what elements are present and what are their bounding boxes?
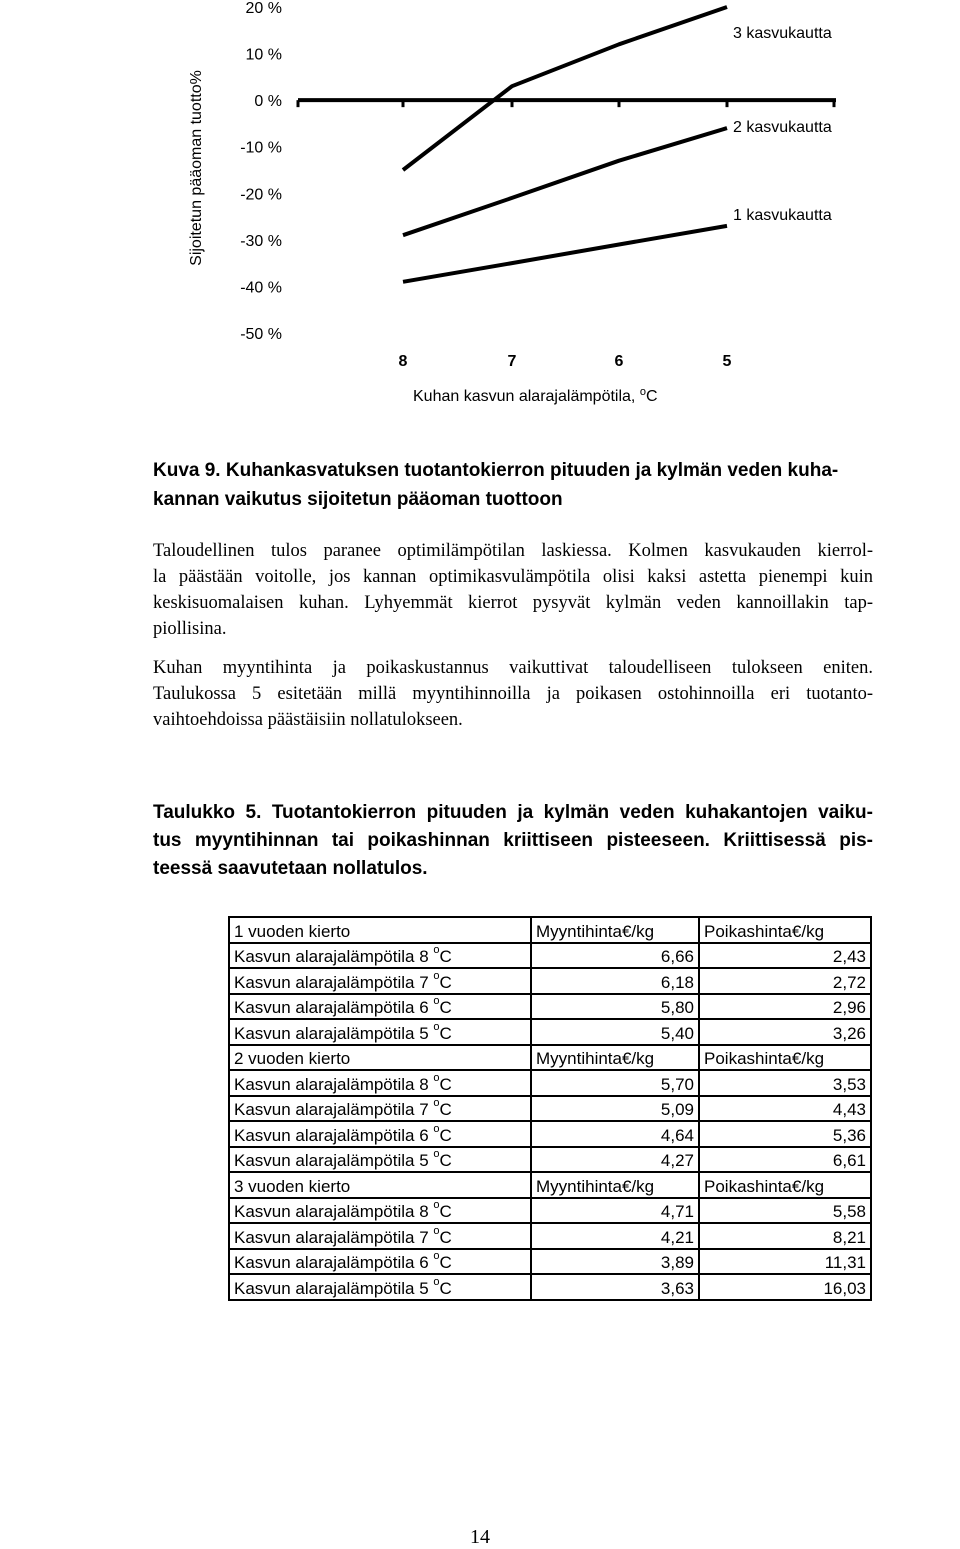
y-tick-label: -30 %: [240, 232, 282, 250]
table-group-header-row: [229, 917, 871, 943]
row-label: Kasvun alarajalämpötila 6 $^o$C: [229, 1121, 531, 1147]
figure-caption-line-2: kannan vaikutus sijoitetun pääoman tuottoon: [153, 489, 563, 510]
table-caption-line-2: tus myyntihinnan tai poikashinnan kriittiseen pisteeseen. Kriittisessä pis-: [153, 830, 873, 851]
table-row: [229, 1070, 871, 1096]
fry-price-value: 3,26: [699, 1019, 871, 1045]
y-tick-label: -40 %: [240, 279, 282, 297]
series-line: [403, 226, 727, 282]
table-row: [229, 1096, 871, 1122]
group-header-cycle: 2 vuoden kierto: [229, 1045, 531, 1071]
table-group-header-row: [229, 1045, 871, 1071]
group-header-sale-price: Myyntihinta€/kg: [531, 1045, 699, 1071]
paragraph-1-line-1: Taloudellinen tulos paranee optimilämpötilan laskiessa. Kolmen kasvukauden kierrol-: [153, 541, 873, 561]
x-tick-label: 5: [722, 353, 732, 370]
group-header-cycle: 3 vuoden kierto: [229, 1172, 531, 1198]
series-lines: [403, 7, 727, 282]
sale-price-value: 4,27: [531, 1147, 699, 1173]
x-tick-label: 8: [398, 353, 408, 370]
table-row: [229, 943, 871, 969]
table-row: [229, 994, 871, 1020]
row-label: Kasvun alarajalämpötila 5 $^o$C: [229, 1274, 531, 1300]
series-line: [403, 7, 727, 170]
x-tick-label: 7: [507, 353, 517, 370]
critical-price-table-body: [229, 917, 871, 1300]
table-caption-line-3: teessä saavutetaan nollatulos.: [153, 858, 428, 879]
fry-price-value: 2,72: [699, 968, 871, 994]
x-tick-label: 6: [614, 353, 624, 370]
row-label: Kasvun alarajalämpötila 7 $^o$C: [229, 1223, 531, 1249]
y-axis-title: Sijoitetun pääoman tuotto%: [188, 70, 205, 266]
group-header-fry-price: Poikashinta€/kg: [699, 1172, 871, 1198]
row-label: Kasvun alarajalämpötila 6 $^o$C: [229, 1249, 531, 1275]
table-caption-line-1: Taulukko 5. Tuotantokierron pituuden ja kylmän veden kuhakantojen vaiku-: [153, 802, 873, 823]
y-tick-label: -10 %: [240, 139, 282, 157]
series-line: [403, 128, 727, 235]
paragraph-2-line-1: Kuhan myyntihinta ja poikaskustannus vaikuttivat taloudelliseen tulokseen eniten.: [153, 658, 873, 678]
sale-price-value: 5,09: [531, 1096, 699, 1122]
x-axis-title: Kuhan kasvun alarajalämpötila, $^o$C: [413, 386, 658, 405]
group-header-cycle: 1 vuoden kierto: [229, 917, 531, 943]
series-label: 2 kasvukautta: [733, 119, 832, 136]
group-header-fry-price: Poikashinta€/kg: [699, 1045, 871, 1071]
y-axis-label-group: [188, 70, 205, 266]
page-number: 14: [470, 1526, 490, 1548]
table-row: [229, 1249, 871, 1275]
fry-price-value: 16,03: [699, 1274, 871, 1300]
table-row: [229, 1019, 871, 1045]
y-tick-label: -50 %: [240, 326, 282, 343]
sale-price-value: 5,70: [531, 1070, 699, 1096]
series-label: 3 kasvukautta: [733, 25, 832, 42]
row-label: Kasvun alarajalämpötila 6 $^o$C: [229, 994, 531, 1020]
sale-price-value: 4,71: [531, 1198, 699, 1224]
fry-price-value: 6,61: [699, 1147, 871, 1173]
y-tick-label: -20 %: [240, 186, 282, 204]
paragraph-2-line-2: Taulukossa 5 esitetään millä myyntihinnoilla ja poikasen ostohinnoilla eri tuotanto-: [153, 684, 873, 704]
row-label: Kasvun alarajalämpötila 5 $^o$C: [229, 1147, 531, 1173]
critical-price-table: [228, 916, 872, 1301]
table-row: [229, 1198, 871, 1224]
series-label: 1 kasvukautta: [733, 207, 832, 224]
row-label: Kasvun alarajalämpötila 8 $^o$C: [229, 1198, 531, 1224]
fry-price-value: 5,36: [699, 1121, 871, 1147]
row-label: Kasvun alarajalämpötila 7 $^o$C: [229, 1096, 531, 1122]
fry-price-value: 5,58: [699, 1198, 871, 1224]
fry-price-value: 2,43: [699, 943, 871, 969]
y-tick-label: 10 %: [245, 46, 282, 64]
table-row: [229, 1147, 871, 1173]
table-group-header-row: [229, 1172, 871, 1198]
table-row: [229, 968, 871, 994]
x-axis-label-group: [413, 386, 658, 405]
figure-caption-line-1: Kuva 9. Kuhankasvatuksen tuotantokierron pituuden ja kylmän veden kuha-: [153, 460, 839, 481]
table-row: [229, 1121, 871, 1147]
roi-line-chart: [0, 0, 960, 420]
sale-price-value: 3,89: [531, 1249, 699, 1275]
y-tick-label: 0 %: [254, 93, 282, 111]
fry-price-value: 4,43: [699, 1096, 871, 1122]
group-header-sale-price: Myyntihinta€/kg: [531, 1172, 699, 1198]
sale-price-value: 3,63: [531, 1274, 699, 1300]
y-tick-label: 20 %: [245, 0, 282, 17]
sale-price-value: 4,64: [531, 1121, 699, 1147]
sale-price-value: 5,80: [531, 994, 699, 1020]
fry-price-value: 3,53: [699, 1070, 871, 1096]
table-row: [229, 1223, 871, 1249]
group-header-fry-price: Poikashinta€/kg: [699, 917, 871, 943]
sale-price-value: 5,40: [531, 1019, 699, 1045]
paragraph-1-line-4: piollisina.: [153, 619, 227, 639]
sale-price-value: 6,18: [531, 968, 699, 994]
figure-caption: [153, 456, 870, 514]
fry-price-value: 11,31: [699, 1249, 871, 1275]
paragraph-1-line-3: keskisuomalaisen kuhan. Lyhyemmät kierrot pysyvät kylmän veden kannoillakin tap-: [153, 593, 873, 613]
row-label: Kasvun alarajalämpötila 8 $^o$C: [229, 1070, 531, 1096]
sale-price-value: 4,21: [531, 1223, 699, 1249]
body-paragraph-1: [153, 538, 873, 642]
body-paragraph-2: [153, 655, 873, 733]
paragraph-2-line-3: vaihtoehdoissa päästäisiin nollatulokseen.: [153, 710, 463, 730]
paragraph-1-line-2: la päästään voitolle, jos kannan optimikasvulämpötila olisi kaksi astetta pienempi kuin: [153, 567, 873, 587]
x-tick-labels: [399, 353, 732, 370]
group-header-sale-price: Myyntihinta€/kg: [531, 917, 699, 943]
series-labels: [733, 25, 832, 224]
row-label: Kasvun alarajalämpötila 5 $^o$C: [229, 1019, 531, 1045]
row-label: Kasvun alarajalämpötila 7 $^o$C: [229, 968, 531, 994]
table-row: [229, 1274, 871, 1300]
fry-price-value: 2,96: [699, 994, 871, 1020]
y-tick-labels: [240, 0, 282, 343]
fry-price-value: 8,21: [699, 1223, 871, 1249]
row-label: Kasvun alarajalämpötila 8 $^o$C: [229, 943, 531, 969]
table-caption: [153, 799, 873, 883]
sale-price-value: 6,66: [531, 943, 699, 969]
zero-baseline-group: [298, 100, 836, 107]
